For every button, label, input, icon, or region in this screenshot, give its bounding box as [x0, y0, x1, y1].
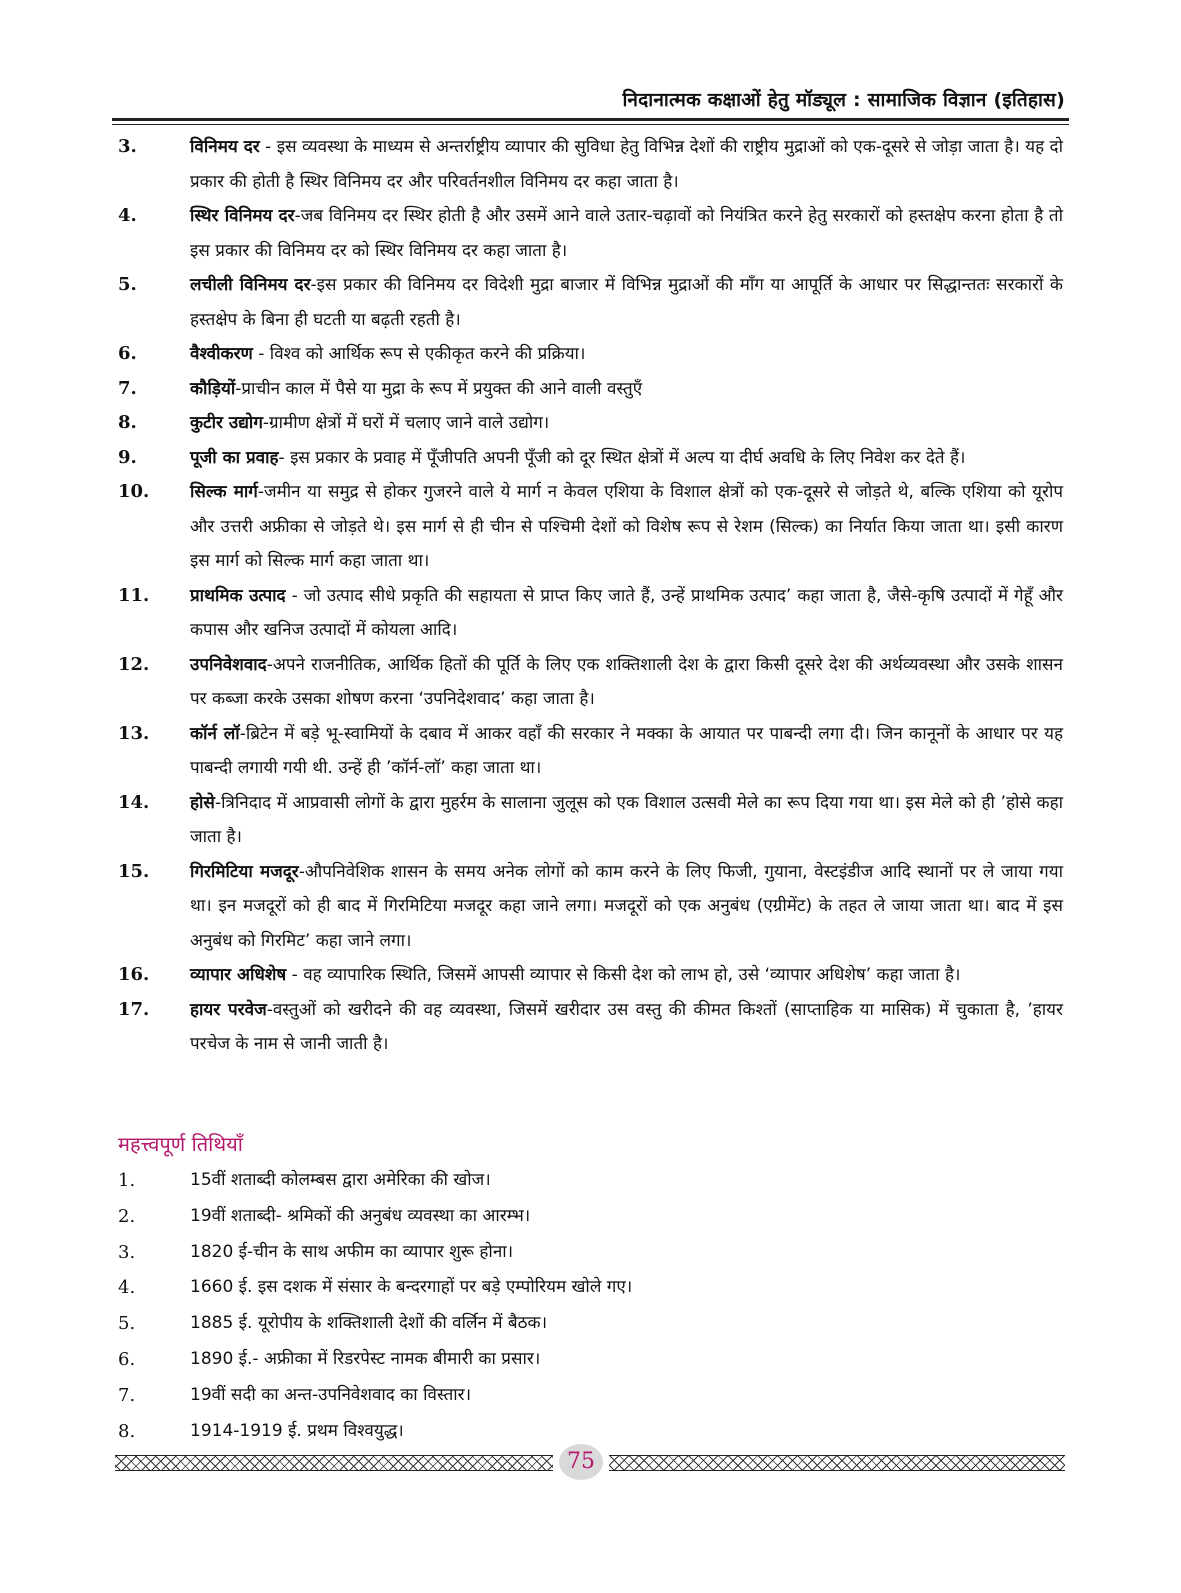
- term-text: -ब्रिटेन में बड़े भू-स्वामियों के दबाव में आकर वहाँ की सरकार ने मक्का के आयात पर पाबन्दी लगा दी। जिन कानूनों के आधार पर यह पाबन्दी लगायी गयी थी. उन्हें ही ’कॉर्न-लॉ’ कहा जाता था।: [190, 723, 1063, 778]
- term-text: -जमीन या समुद्र से होकर गुजरने वाले ये मार्ग न केवल एशिया के विशाल क्षेत्रों को एक-दूसरे से जोड़ते थे, बल्कि एशिया को यूरोप और उत्तरी अफ्रीका से जोड़ते थे। इस मार्ग से ही चीन से पश्चिमी देशों को विशेष रूप से रेशम (सिल्क) का निर्यात किया जाता था। इसी कारण इस मार्ग को सिल्क मार्ग कहा जाता था।: [190, 482, 1063, 571]
- list-item: [118, 1414, 1063, 1450]
- header-title: निदानात्मक कक्षाओं हेतु मॉड्यूल : सामाजिक विज्ञान (इतिहास): [622, 89, 1065, 111]
- term-text: -जब विनिमय दर स्थिर होती है और उसमें आने वाले उतार-चढ़ावों को नियंत्रित करने हेतु सरकारों को हस्तक्षेप करना होता है तो इस प्रकार की विनिमय दर को स्थिर विनिमय दर कहा जाता है।: [190, 206, 1063, 261]
- list-item: [118, 372, 1063, 407]
- term-heading: लचीली विनिमय दर: [190, 275, 311, 295]
- date-text: 15वीं शताब्दी कोलम्बस द्वारा अमेरिका की खोज।: [190, 1170, 491, 1190]
- item-number: 15.: [118, 860, 150, 882]
- term-heading: गिरमिटिया मजदूर: [190, 861, 299, 882]
- list-item: [118, 786, 1063, 855]
- list-item: [118, 337, 1063, 372]
- list-item: [118, 1163, 1063, 1199]
- date-text: 1890 ई.- अफ्रीका में रिडरपेस्ट नामक बीमारी का प्रसार।: [190, 1348, 541, 1369]
- item-number: 5.: [118, 1313, 136, 1335]
- term-heading: कौड़ियों: [190, 378, 236, 399]
- term-heading: कुटीर उद्योग: [190, 413, 263, 433]
- list-item: [118, 406, 1063, 441]
- term-heading: पूजी का प्रवाह: [190, 447, 279, 468]
- page-footer: [115, 1448, 1065, 1478]
- term-text: -प्राचीन काल में पैसे या मुद्रा के रूप में प्रयुक्त की आने वाली वस्तुएँ: [235, 378, 643, 399]
- item-number: 12.: [118, 653, 150, 675]
- item-number: 7.: [118, 377, 137, 399]
- item-number: 11.: [118, 584, 150, 606]
- item-number: 1.: [118, 1170, 136, 1191]
- list-item: [118, 268, 1063, 337]
- page-number: 75: [559, 1444, 603, 1480]
- terms-list: [118, 130, 1063, 1062]
- term-heading: विनिमय दर: [190, 137, 260, 157]
- footer-border-left: [115, 1455, 553, 1471]
- term-definition: [190, 786, 1063, 855]
- item-number: 8.: [118, 1420, 136, 1442]
- item-number: 2.: [118, 1205, 136, 1227]
- term-text: -ग्रामीण क्षेत्रों में घरों में चलाए जाने वाले उद्योग।: [262, 413, 550, 433]
- item-number: 8.: [118, 412, 137, 433]
- term-definition: [190, 199, 1063, 268]
- dates-list: [118, 1163, 1063, 1449]
- term-text: - इस व्यवस्था के माध्यम से अन्तर्राष्ट्रीय व्यापार की सुविधा हेतु विभिन्न देशों की राष्ट्रीय मुद्राओं को एक-दूसरे से जोड़ा जाता है। यह दो प्रकार की होती है स्थिर विनिमय दर और परिवर्तनशील विनिमय दर कहा जाता है।: [190, 137, 1063, 192]
- term-definition: [190, 717, 1063, 786]
- section-title: महत्त्वपूर्ण तिथियाँ: [118, 1132, 243, 1156]
- term-definition: [190, 441, 1063, 476]
- item-number: 17.: [118, 998, 150, 1020]
- term-text: -वस्तुओं को खरीदने की वह व्यवस्था, जिसमें खरीदार उस वस्तु की कीमत किश्तों (साप्ताहिक या मासिक) में चुकाता है, ’हायर परचेज के नाम से जानी जाती है।: [190, 999, 1063, 1054]
- list-item: [118, 648, 1063, 717]
- list-item: [118, 199, 1063, 268]
- list-item: [118, 1199, 1063, 1235]
- date-text: 19वीं सदी का अन्त-उपनिवेशवाद का विस्तार।: [190, 1384, 472, 1405]
- item-number: 4.: [118, 205, 137, 226]
- date-text: 1660 ई. इस दशक में संसार के बन्दरगाहों पर बड़े एम्पोरियम खोले गए।: [190, 1277, 633, 1298]
- list-item: [118, 1306, 1063, 1342]
- term-text: - विश्व को आर्थिक रूप से एकीकृत करने की प्रक्रिया।: [252, 344, 586, 364]
- term-definition: [190, 648, 1063, 717]
- list-item: [118, 1342, 1063, 1378]
- term-text: -इस प्रकार की विनिमय दर विदेशी मुद्रा बाजार में विभिन्न मुद्राओं की माँग या आपूर्ति के आधार पर सिद्धान्ततः सरकारों के हस्तक्षेप के बिना ही घटती या बढ़ती रहती है।: [190, 275, 1063, 330]
- item-number: 3.: [118, 1241, 136, 1263]
- header-rule: [112, 124, 1069, 125]
- term-definition: [190, 406, 1063, 441]
- date-text: 1914-1919 ई. प्रथम विश्वयुद्ध।: [190, 1420, 404, 1441]
- date-text: 1885 ई. यूरोपीय के शक्तिशाली देशों की वर्लिन में बैठक।: [190, 1313, 548, 1334]
- term-definition: [190, 855, 1063, 959]
- term-definition: [190, 372, 1063, 407]
- item-number: 13.: [118, 722, 150, 744]
- list-item: [118, 1235, 1063, 1271]
- list-item: [118, 130, 1063, 199]
- item-number: 3.: [118, 136, 137, 157]
- term-heading: प्राथमिक उत्पाद: [190, 585, 286, 606]
- term-heading: व्यापार अधिशेष: [190, 965, 287, 985]
- list-item: [118, 717, 1063, 786]
- item-number: 16.: [118, 964, 150, 985]
- item-number: 4.: [118, 1277, 136, 1299]
- item-number: 5.: [118, 274, 137, 295]
- term-heading: होसे: [190, 792, 215, 813]
- term-heading: स्थिर विनिमय दर: [190, 206, 295, 226]
- list-item: [118, 441, 1063, 476]
- list-item: [118, 1270, 1063, 1306]
- list-item: [118, 993, 1063, 1062]
- term-definition: [190, 579, 1063, 648]
- term-definition: [190, 268, 1063, 337]
- term-text: -औपनिवेशिक शासन के समय अनेक लोगों को काम करने के लिए फिजी, गुयाना, वेस्टइंडीज आदि स्थानों पर ले जाया गया था। इन मजदूरों को ही बाद में गिरमिटिया मजदूर कहा जाने लगा। मजदूरों को एक अनुबंध (एग्रीमेंट) के तहत ले जाया जाता था। बाद में इस अनुबंध को गिरमिट’ कहा जाने लगा।: [190, 861, 1063, 951]
- term-heading: कॉर्न लॉ: [190, 723, 240, 744]
- term-heading: सिल्क मार्ग: [190, 482, 258, 502]
- term-heading: उपनिवेशवाद: [190, 654, 267, 675]
- page-header: [112, 84, 1069, 121]
- term-text: -त्रिनिदाद में आप्रवासी लोगों के द्वारा मुहर्रम के सालाना जुलूस को एक विशाल उत्सवी मेले का रूप दिया गया था। इस मेले को ही ’होसे कहा जाता है।: [190, 792, 1063, 847]
- term-text: -अपने राजनीतिक, आर्थिक हितों की पूर्ति के लिए एक शक्तिशाली देश के द्वारा किसी दूसरे देश की अर्थव्यवस्था और उसके शासन पर कब्जा करके उसका शोषण करना ‘उपनिदेशवाद’ कहा जाता है।: [190, 654, 1063, 709]
- list-item: [118, 958, 1063, 993]
- term-heading: हायर परवेज: [190, 999, 267, 1020]
- term-definition: [190, 993, 1063, 1062]
- list-item: [118, 855, 1063, 959]
- term-text: - वह व्यापारिक स्थिति, जिसमें आपसी व्यापार से किसी देश को लाभ हो, उसे ‘व्यापार अधिशेष’ कहा जाता है।: [286, 965, 961, 985]
- list-item: [118, 475, 1063, 579]
- footer-border-right: [609, 1455, 1065, 1471]
- term-heading: वैश्वीकरण: [190, 344, 253, 364]
- term-definition: [190, 958, 1063, 993]
- item-number: 10.: [118, 481, 150, 502]
- term-definition: [190, 337, 1063, 372]
- item-number: 14.: [118, 791, 150, 813]
- item-number: 6.: [118, 1348, 136, 1370]
- list-item: [118, 1378, 1063, 1414]
- term-text: - इस प्रकार के प्रवाह में पूँजीपति अपनी पूँजी को दूर स्थित क्षेत्रों में अल्प या दीर्घ अवधि के लिए निवेश कर देते हैं।: [278, 447, 966, 468]
- item-number: 9.: [118, 446, 137, 468]
- date-text: 19वीं शताब्दी- श्रमिकों की अनुबंध व्यवस्था का आरम्भ।: [190, 1205, 531, 1226]
- term-text: - जो उत्पाद सीधे प्रकृति की सहायता से प्राप्त किए जाते हैं, उन्हें प्राथमिक उत्पाद’ कहा जाता है, जैसे-कृषि उत्पादों में गेहूँ और कपास और खनिज उत्पादों में कोयला आदि।: [190, 585, 1063, 640]
- date-text: 1820 ई-चीन के साथ अफीम का व्यापार शुरू होना।: [190, 1241, 514, 1262]
- term-definition: [190, 475, 1063, 579]
- item-number: 7.: [118, 1384, 136, 1406]
- term-definition: [190, 130, 1063, 199]
- item-number: 6.: [118, 343, 137, 364]
- list-item: [118, 579, 1063, 648]
